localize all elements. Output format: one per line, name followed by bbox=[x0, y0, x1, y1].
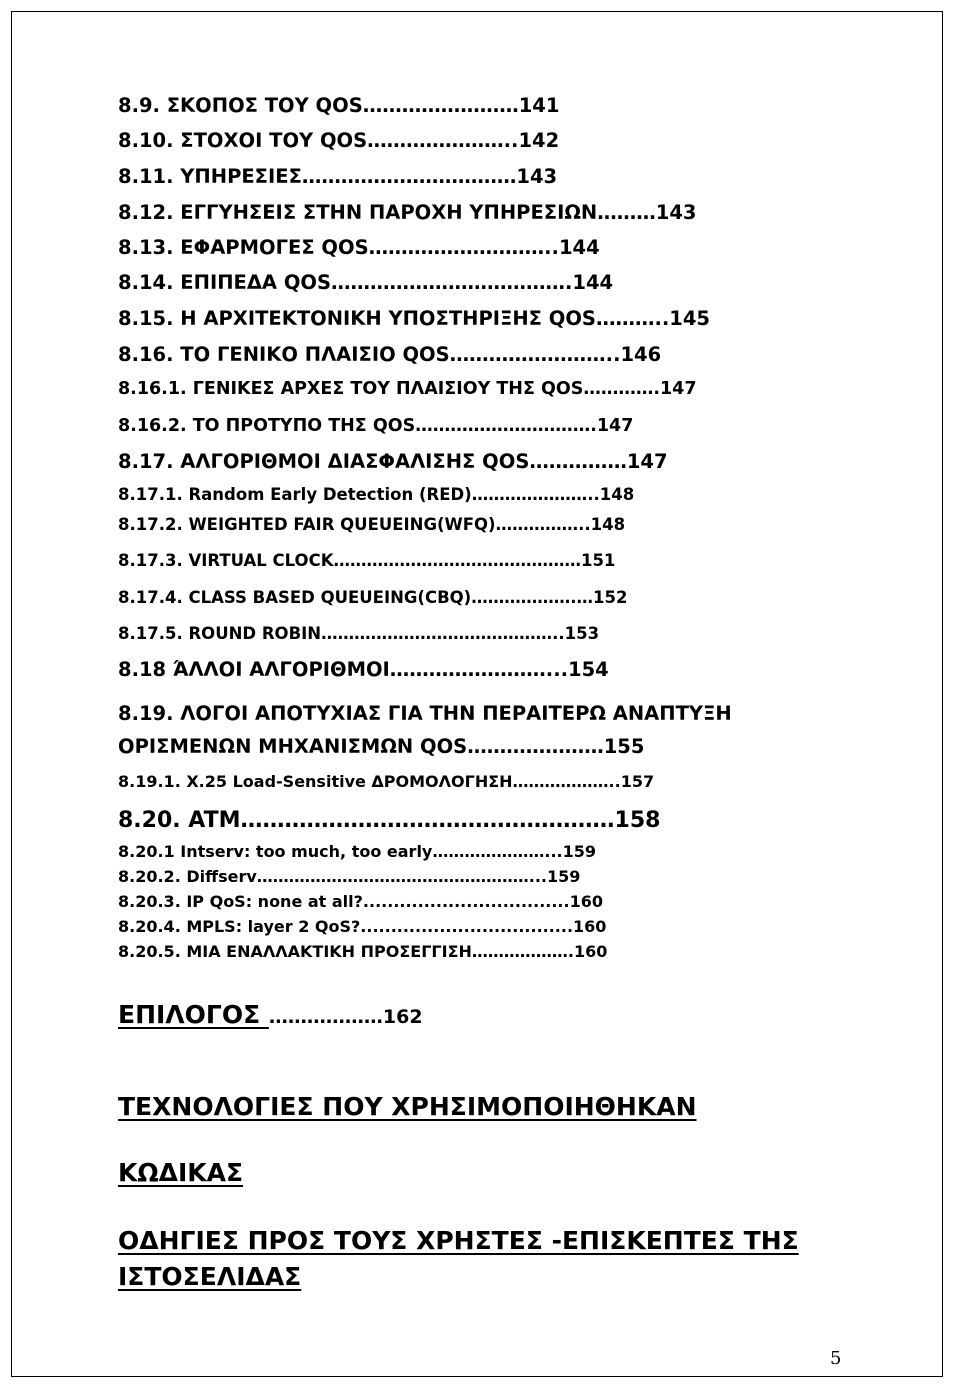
toc-entry-8-16-1: 8.16.1. ΓΕΝΙΚΕΣ ΑΡΧΕΣ ΤΟΥ ΠΛΑΙΣΙΟΥ ΤΗΣ QOS………….147 bbox=[118, 379, 697, 399]
toc-entry-8-17-1: 8.17.1. Random Early Detection (RED)…………………..148 bbox=[118, 485, 635, 504]
toc-entry-8-19-1: 8.19.1. X.25 Load-Sensitive ΔΡΟΜΟΛΟΓΗΣΗ………………..157 bbox=[118, 772, 655, 791]
toc-entry-8-13: 8.13. ΕΦΑΡΜΟΓΕΣ QOS………………………..144 bbox=[118, 236, 600, 259]
toc-entry-8-14: 8.14. ΕΠΙΠΕΔΑ QOS……………………………….144 bbox=[118, 271, 614, 294]
epilogue-title: ΕΠΙΛΟΓΟΣ bbox=[118, 1000, 269, 1029]
toc-entry-8-11: 8.11. ΥΠΗΡΕΣΙΕΣ……………………………143 bbox=[118, 165, 558, 188]
toc-entry-8-16: 8.16. ΤΟ ΓΕΝΙΚΟ ΠΛΑΙΣΙΟ QOS……………………..146 bbox=[118, 343, 662, 366]
page-number: 5 bbox=[830, 1348, 842, 1369]
toc-entry-8-17-2: 8.17.2. WEIGHTED FAIR QUEUEING(WFQ)……………..148 bbox=[118, 515, 626, 534]
toc-entry-8-19-cont: ΟΡΙΣΜΕΝΩΝ ΜΗΧΑΝΙΣΜΩΝ QOS…………………155 bbox=[118, 735, 645, 758]
toc-entry-8-17: 8.17. ΑΛΓΟΡΙΘΜΟΙ ΔΙΑΣΦΑΛΙΣΗΣ QOS……………147 bbox=[118, 450, 668, 473]
section-guide-line2: ΙΣΤΟΣΕΛΙΔΑΣ bbox=[118, 1262, 302, 1291]
toc-entry-8-19: 8.19. ΛΟΓΟΙ ΑΠΟΤΥΧΙΑΣ ΓΙΑ ΤΗΝ ΠΕΡΑΙΤΕΡΩ ΑΝΑΠΤΥΞΗ bbox=[118, 702, 732, 725]
toc-entry-8-16-2: 8.16.2. ΤΟ ΠΡΟΤΥΠΟ ΤΗΣ QOS………………………….147 bbox=[118, 416, 634, 436]
toc-entry-8-20-4: 8.20.4. MPLS: layer 2 QoS?...................................160 bbox=[118, 917, 607, 936]
section-epilogue bbox=[118, 1000, 423, 1029]
toc-entry-8-17-3: 8.17.3. VIRTUAL CLOCK………………………………………151 bbox=[118, 551, 616, 570]
toc-entry-8-15: 8.15. Η ΑΡΧΙΤΕΚΤΟΝΙΚΗ ΥΠΟΣΤΗΡΙΞΗΣ QOS………..145 bbox=[118, 307, 710, 330]
section-technologies: ΤΕΧΝΟΛΟΓΙΕΣ ΠΟΥ ΧΡΗΣΙΜΟΠΟΙΗΘΗΚΑΝ bbox=[118, 1092, 697, 1121]
toc-entry-8-9: 8.9. ΣΚΟΠΟΣ ΤΟΥ QOS……………………141 bbox=[118, 94, 560, 117]
toc-entry-8-17-5: 8.17.5. ROUND ROBIN……………………………………..153 bbox=[118, 624, 600, 643]
epilogue-page: ………………162 bbox=[268, 1006, 423, 1028]
toc-entry-8-17-4: 8.17.4. CLASS BASED QUEUEING(CBQ)……………….…152 bbox=[118, 588, 628, 607]
section-guide-line1: ΟΔΗΓΙΕΣ ΠΡΟΣ ΤΟΥΣ ΧΡΗΣΤΕΣ -ΕΠΙΣΚΕΠΤΕΣ ΤΗΣ bbox=[118, 1226, 799, 1255]
toc-entry-8-20-3: 8.20.3. IP QoS: none at all?..................................160 bbox=[118, 892, 603, 911]
toc-entry-8-20-2: 8.20.2. Diffserv……………………………………………...159 bbox=[118, 867, 581, 886]
toc-entry-8-20-5: 8.20.5. ΜΙΑ ΕΝΑΛΛΑΚΤΙΚΗ ΠΡΟΣΕΓΓΙΣΗ……………….160 bbox=[118, 942, 608, 961]
toc-entry-8-18: 8.18 ΆΛΛΟΙ ΑΛΓΟΡΙΘΜΟΙ……………………...154 bbox=[118, 658, 609, 681]
toc-entry-8-12: 8.12. ΕΓΓΥΗΣΕΙΣ ΣΤΗΝ ΠΑΡΟΧΗ ΥΠΗΡΕΣΙΩΝ………143 bbox=[118, 201, 697, 224]
toc-entry-8-10: 8.10. ΣΤΟΧΟΙ ΤΟΥ QOS…………………..142 bbox=[118, 129, 560, 152]
toc-entry-8-20: 8.20. ATM……………………………………………158 bbox=[118, 808, 661, 833]
toc-entry-8-20-1: 8.20.1 Intserv: too much, too early…………………...159 bbox=[118, 842, 596, 861]
section-code: ΚΩΔΙΚΑΣ bbox=[118, 1158, 244, 1187]
